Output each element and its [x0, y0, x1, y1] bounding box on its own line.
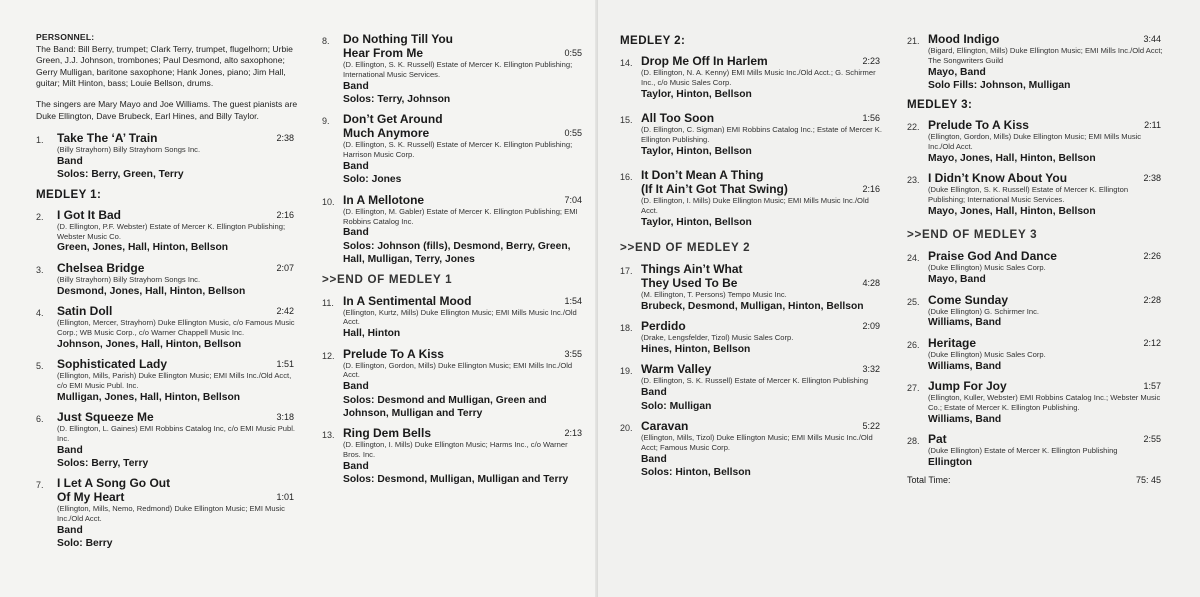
track-24: [907, 249, 1165, 286]
track-time: 2:12: [1143, 337, 1161, 348]
track-title-line-1: Do Nothing Till You: [343, 32, 453, 46]
track-title: Just Squeeze Me: [57, 409, 154, 424]
track-time: 2:42: [276, 305, 294, 316]
track-performers: Desmond, Jones, Hall, Hinton, Bellson: [57, 285, 246, 297]
track-credit: (Ellington, Gordon, Mills) Duke Ellington Music; EMI Mills Music Inc./Old Acct.: [928, 132, 1142, 152]
track-title-line-2: Much Anymore: [343, 126, 430, 141]
track-title: I Didn’t Know About You: [928, 171, 1068, 186]
track-number: 16.: [620, 172, 633, 182]
track-credit: (D. Ellington, S. K. Russell) Estate of Mercer K. Ellington Publishing; Harrison Music Corp.: [343, 140, 573, 160]
track-performers: Mulligan, Jones, Hall, Hinton, Bellson: [57, 391, 241, 403]
track-performers: Mayo, Band: [928, 66, 986, 78]
track-credit: (Ellington, Kuller, Webster) EMI Robbins Catalog Inc.; Webster Music Co.; Estate of Mercer K. Ellington Publishing.: [928, 393, 1161, 412]
track-number: 7.: [36, 480, 44, 491]
column-3: [620, 32, 884, 485]
track-time: 2:23: [862, 56, 880, 66]
track-time: 2:13: [564, 428, 582, 439]
track-number: 15.: [620, 115, 633, 125]
track-credit: (Ellington, Mills, Parish) Duke Ellington Music; EMI Mills Inc./Old Acct, c/o EMI Music Publ. Inc.: [57, 370, 292, 390]
track-number: 10.: [322, 196, 335, 207]
track-time: 7:04: [564, 194, 582, 205]
track-performers: Mayo, Jones, Hall, Hinton, Bellson: [928, 206, 1096, 217]
track-title-line-1: Don’t Get Around: [343, 112, 443, 127]
track-number: 4.: [36, 307, 44, 318]
track-title: Chelsea Bridge: [57, 260, 145, 275]
track-title: Perdido: [641, 319, 686, 334]
track-title: Prelude To A Kiss: [928, 118, 1029, 133]
track-21: [907, 32, 1165, 92]
personnel-singers: The singers are Mary Mayo and Joe Williams. The guest pianists are Duke Ellington, Dave Brubeck, Earl Hines, and Billy Taylor.: [36, 98, 298, 121]
track-title-line-1: Things Ain’t What: [641, 262, 743, 276]
track-number: 26.: [907, 339, 920, 350]
track-performers: Band: [343, 80, 369, 92]
track-20: [620, 419, 884, 479]
track-number: 25.: [907, 296, 920, 307]
track-number: 5.: [36, 360, 44, 371]
track-number: 23.: [907, 175, 920, 186]
track-number: 18.: [620, 323, 633, 334]
track-9: [322, 112, 586, 186]
track-time: 2:16: [276, 209, 294, 220]
track-16: [620, 168, 884, 229]
medley-2-heading: MEDLEY 2:: [620, 34, 686, 47]
track-performers: Taylor, Hinton, Bellson: [641, 216, 752, 228]
track-title: Drop Me Off In Harlem: [641, 54, 768, 68]
track-number: 14.: [620, 58, 633, 68]
track-performers: Band: [343, 227, 369, 239]
track-title: Caravan: [641, 419, 689, 434]
track-number: 1.: [36, 135, 44, 146]
track-performers: Williams, Band: [928, 413, 1002, 425]
track-performers: Mayo, Band: [928, 274, 986, 286]
total-time: [907, 475, 1165, 485]
track-27: [907, 379, 1165, 426]
track-credit: (D. Ellington, P.F. Webster) Estate of Mercer K. Ellington Publishing; Webster Music Co.: [57, 221, 286, 241]
track-22: [907, 118, 1165, 165]
track-time: 0:55: [564, 48, 582, 58]
track-credit: (Duke Ellington, S. K. Russell) Estate of Mercer K. Ellington Publishing; International Music Services.: [928, 185, 1129, 205]
track-number: 8.: [322, 36, 330, 46]
track-14: [620, 54, 884, 101]
track-solos: Solos: Desmond, Mulligan, Mulligan and Terry: [343, 474, 569, 486]
track-credit: (D. Ellington, C. Sigman) EMI Robbins Catalog Inc.; Estate of Mercer K. Ellington Publishing.: [641, 125, 882, 144]
track-time: 0:55: [564, 128, 582, 139]
personnel-band: The Band: Bill Berry, trumpet; Clark Terry, trumpet, flugelhorn; Urbie Green, J.J. Johnson, trombones; Paul Desmond, alto saxophone; Gerry Mulligan, baritone saxophone; Hank Jones, piano; Jim Hall, guitar; Milt Hinton, bass; Louie Bellson, drums.: [36, 43, 293, 89]
personnel-block: [36, 32, 298, 122]
track-credit: (D. Ellington, S. K. Russell) Estate of Mercer K. Ellington Publishing; International Music Services.: [343, 60, 573, 79]
track-title: Warm Valley: [641, 362, 712, 377]
track-11: [322, 294, 586, 341]
track-28: [907, 432, 1165, 469]
track-26: [907, 336, 1165, 373]
track-number: 2.: [36, 211, 44, 222]
track-number: 17.: [620, 266, 633, 276]
track-time: 2:55: [1143, 434, 1161, 445]
track-2: [36, 208, 298, 255]
track-performers: Williams, Band: [928, 317, 1002, 329]
track-solos: Solo: Jones: [343, 174, 402, 186]
track-17: [620, 262, 884, 313]
track-1: [36, 131, 298, 182]
track-time: 1:01: [276, 492, 294, 503]
track-solos: Solos: Desmond and Mulligan, Green and Johnson, Mulligan and Terry: [343, 394, 547, 420]
track-number: 11.: [322, 297, 334, 308]
track-title: Satin Doll: [57, 303, 113, 318]
track-solos: Solo: Berry: [57, 538, 113, 550]
track-credit: (D. Ellington, L. Gaines) EMI Robbins Catalog Inc, c/o EMI Music Publ. Inc.: [57, 423, 296, 443]
track-title-line-2: (If It Ain’t Got That Swing): [641, 182, 788, 196]
track-title: Ring Dem Bells: [343, 426, 432, 441]
track-title-line-1: I Let A Song Go Out: [57, 476, 171, 491]
medley-3-end: >>END OF MEDLEY 3: [907, 228, 1038, 242]
track-credit: (D. Ellington, I. Mills) Duke Ellington Music; EMI Mills Music Inc./Old Acct.: [641, 196, 869, 215]
track-title-line-2: They Used To Be: [641, 276, 738, 290]
track-solos: Solos: Berry, Green, Terry: [57, 169, 184, 181]
track-performers: Hines, Hinton, Bellson: [641, 344, 751, 355]
total-time-value: 75: 45: [1135, 475, 1161, 486]
left-page: [0, 0, 598, 597]
track-performers: Taylor, Hinton, Bellson: [641, 88, 752, 100]
track-title-line-1: It Don’t Mean A Thing: [641, 168, 764, 182]
track-credit: (D. Ellington, M. Gabler) Estate of Mercer K. Ellington Publishing; EMI Robbins Catalog Inc.: [343, 206, 578, 226]
track-title: Prelude To A Kiss: [343, 346, 444, 361]
track-number: 24.: [907, 253, 920, 264]
track-25: [907, 293, 1165, 330]
track-19: [620, 362, 884, 413]
track-time: 2:07: [276, 262, 294, 273]
track-performers: Band: [343, 381, 369, 393]
track-title-line-2: Hear From Me: [343, 46, 424, 60]
track-performers: Johnson, Jones, Hall, Hinton, Bellson: [57, 338, 242, 350]
track-solos: Solos: Johnson (fills), Desmond, Berry, Green, Hall, Mulligan, Terry, Jones: [343, 240, 571, 266]
track-performers: Hall, Hinton: [343, 328, 401, 340]
medley-1-end: >>END OF MEDLEY 1: [322, 272, 453, 286]
track-time: 1:51: [276, 358, 294, 369]
track-time: 2:26: [1143, 251, 1161, 262]
track-credit: (Duke Ellington) Music Sales Corp.: [928, 263, 1046, 273]
track-performers: Taylor, Hinton, Bellson: [641, 145, 752, 157]
track-performers: Ellington: [928, 456, 973, 468]
track-credit: (Ellington, Mercer, Strayhorn) Duke Ellington Music, c/o Famous Music Corp.; WB Music Corp., c/o Warner Chappell Music Inc.: [57, 317, 295, 337]
medley-1-heading: MEDLEY 1:: [36, 187, 102, 201]
track-title: In A Sentimental Mood: [343, 293, 472, 308]
track-5: [36, 357, 298, 404]
track-solos: Solo Fills: Johnson, Mulligan: [928, 80, 1071, 91]
track-time: 2:38: [1143, 173, 1161, 184]
track-4: [36, 304, 298, 351]
track-title: Praise God And Dance: [928, 249, 1057, 264]
track-7: [36, 476, 298, 550]
track-time: 4:28: [862, 278, 880, 288]
track-15: [620, 111, 884, 158]
track-number: 21.: [907, 36, 920, 46]
track-12: [322, 347, 586, 421]
track-23: [907, 171, 1165, 218]
track-credit: (Billy Strayhorn) Billy Strayhorn Songs Inc.: [57, 274, 201, 284]
track-credit: (D. Ellington, S. K. Russell) Estate of Mercer K. Ellington Publishing: [641, 376, 869, 386]
track-performers: Band: [57, 444, 83, 456]
track-10: [322, 193, 586, 267]
track-time: 2:16: [862, 184, 880, 194]
track-title: Pat: [928, 432, 947, 447]
track-performers: Band: [57, 524, 83, 536]
track-number: 27.: [907, 383, 920, 394]
track-13: [322, 426, 586, 486]
track-performers: Mayo, Jones, Hall, Hinton, Bellson: [928, 153, 1096, 164]
column-1: [36, 32, 298, 557]
track-performers: Band: [641, 387, 667, 399]
track-solos: Solos: Hinton, Bellson: [641, 467, 751, 479]
track-time: 1:57: [1143, 381, 1161, 392]
track-number: 6.: [36, 413, 44, 424]
medley-3-heading: MEDLEY 3:: [907, 98, 973, 112]
total-time-label: Total Time:: [907, 475, 951, 486]
track-credit: (Duke Ellington) Music Sales Corp.: [928, 349, 1046, 359]
track-credit: (Drake, Lengsfelder, Tizol) Music Sales Corp.: [641, 333, 794, 343]
track-title: Mood Indigo: [928, 32, 1000, 46]
track-number: 20.: [620, 423, 633, 434]
track-credit: (Ellington, Kurtz, Mills) Duke Ellington Music; EMI Mills Music Inc./Old Acct.: [343, 307, 577, 327]
track-time: 2:09: [862, 321, 880, 332]
track-performers: Band: [641, 453, 667, 465]
track-time: 2:38: [276, 133, 294, 144]
track-credit: (Ellington, Mills, Tizol) Duke Ellington Music; EMI Mills Music Inc./Old Acct; Famous Music Corp.: [641, 433, 873, 452]
track-time: 2:28: [1143, 294, 1161, 305]
track-number: 13.: [322, 430, 335, 441]
track-number: 22.: [907, 122, 920, 133]
track-performers: Band: [57, 155, 83, 167]
track-time: 3:32: [862, 364, 880, 375]
track-credit: (Ellington, Mills, Nemo, Redmond) Duke Ellington Music; EMI Music Inc./Old Acct.: [57, 504, 285, 524]
track-performers: Band: [343, 161, 369, 172]
track-credit: (M. Ellington, T. Persons) Tempo Music Inc.: [641, 290, 787, 299]
track-performers: Band: [343, 461, 369, 473]
medley-2-end: >>END OF MEDLEY 2: [620, 241, 751, 254]
track-credit: (D. Ellington, N. A. Kenny) EMI Mills Music Inc./Old Acct.; G. Schirmer Inc., c/o Music Sales Corp.: [641, 68, 876, 87]
track-credit: (D. Ellington, I. Mills) Duke Ellington Music; Harms Inc., c/o Warner Bros. Inc.: [343, 440, 568, 460]
track-performers: Williams, Band: [928, 360, 1002, 372]
track-time: 1:56: [862, 113, 880, 123]
track-number: 28.: [907, 436, 920, 447]
track-title: In A Mellotone: [343, 192, 425, 207]
track-performers: Brubeck, Desmond, Mulligan, Hinton, Bellson: [641, 300, 864, 312]
track-credit: (Bigard, Ellington, Mills) Duke Ellington Music; EMI Mills Inc./Old Acct; The Songwriters Guild: [928, 46, 1163, 65]
track-time: 3:44: [1143, 34, 1161, 44]
track-credit: (Duke Ellington) G. Schirmer Inc.: [928, 306, 1039, 316]
track-time: 3:18: [276, 411, 294, 422]
track-number: 3.: [36, 264, 44, 275]
track-18: [620, 319, 884, 356]
track-performers: Green, Jones, Hall, Hinton, Bellson: [57, 242, 229, 254]
track-solos: Solos: Berry, Terry: [57, 457, 149, 469]
track-solos: Solos: Terry, Johnson: [343, 94, 451, 105]
track-number: 19.: [620, 366, 633, 377]
track-title: Heritage: [928, 335, 977, 350]
column-2: [322, 32, 586, 493]
track-time: 2:11: [1144, 120, 1161, 131]
track-6: [36, 410, 298, 470]
track-time: 3:55: [564, 348, 582, 359]
track-title: Come Sunday: [928, 292, 1009, 307]
track-time: 1:54: [564, 295, 582, 306]
track-title: I Got It Bad: [57, 207, 121, 222]
track-3: [36, 261, 298, 298]
track-number: 9.: [322, 116, 330, 127]
track-solos: Solo: Mulligan: [641, 400, 712, 412]
personnel-heading: PERSONNEL:: [36, 32, 95, 42]
track-title: Jump For Joy: [928, 379, 1007, 394]
track-title-line-2: Of My Heart: [57, 490, 125, 505]
column-4: [907, 32, 1165, 485]
track-credit: (D. Ellington, Gordon, Mills) Duke Ellington Music; EMI Mills Inc./Old Acct.: [343, 360, 573, 380]
track-8: [322, 32, 586, 106]
track-credit: (Billy Strayhorn) Billy Strayhorn Songs Inc.: [57, 145, 201, 155]
track-title: Take The ‘A’ Train: [57, 131, 158, 146]
track-title: All Too Soon: [641, 111, 715, 125]
track-number: 12.: [322, 350, 335, 361]
track-title: Sophisticated Lady: [57, 356, 168, 371]
track-time: 5:22: [862, 421, 880, 432]
track-credit: (Duke Ellington) Estate of Mercer K. Ellington Publishing: [928, 446, 1118, 456]
